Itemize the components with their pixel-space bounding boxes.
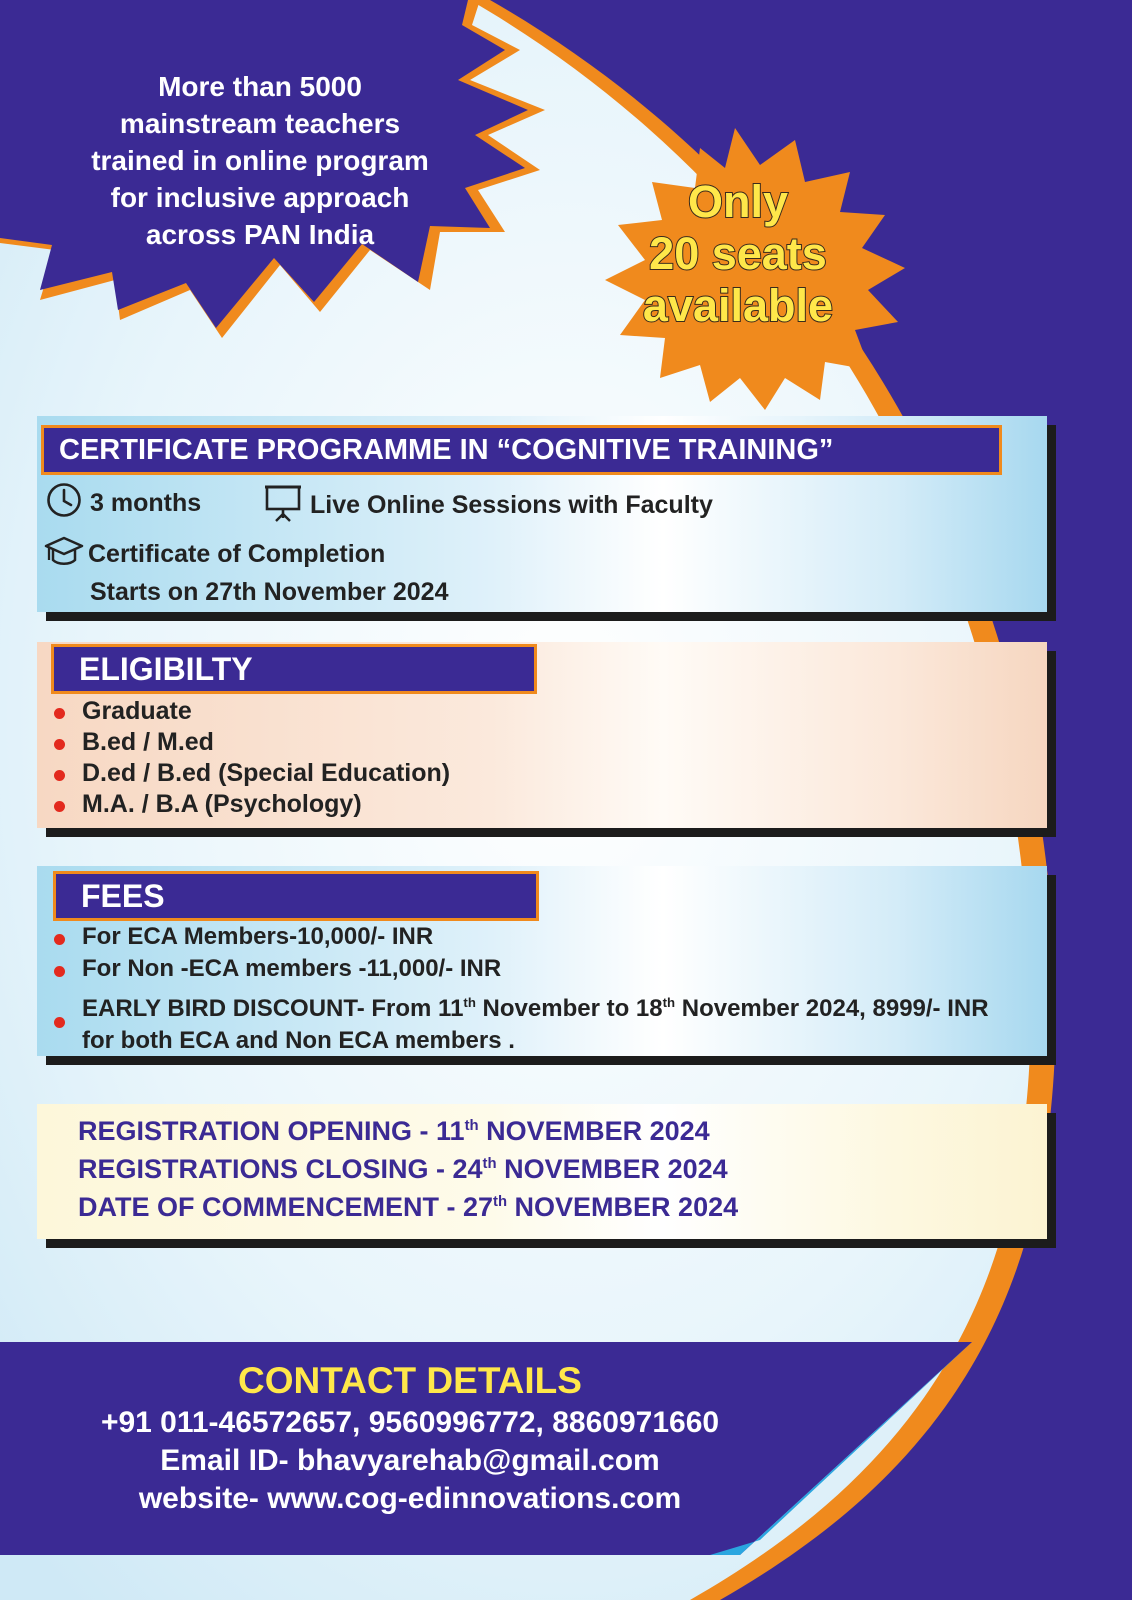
early-bird-line2: for both ECA and Non ECA members . (82, 1027, 515, 1054)
list-item: B.ed / M.ed (50, 728, 450, 759)
list-item: M.A. / B.A (Psychology) (50, 790, 450, 821)
early-bird-sup: th (662, 995, 676, 1010)
contact-details (0, 1362, 820, 1518)
date-sup: th (482, 1156, 497, 1172)
presentation-board-icon (264, 482, 302, 529)
burst-line: across PAN India (145, 219, 375, 250)
contact-email[interactable]: Email ID- bhavyarehab@gmail.com (160, 1444, 660, 1477)
contact-website[interactable]: website- www.cog-edinnovations.com (138, 1482, 682, 1515)
date-of-commencement (78, 1192, 738, 1223)
certificate-text: Certificate of Completion (88, 540, 386, 568)
burst-line: for inclusive approach (110, 182, 410, 213)
contact-phones: +91 011-46572657, 9560996772, 8860971660 (100, 1406, 720, 1439)
sessions-text: Live Online Sessions with Faculty (310, 491, 713, 519)
eligibility-list (50, 697, 450, 821)
sessions-row (264, 482, 713, 529)
contact-title: CONTACT DETAILS (238, 1360, 582, 1401)
seats-available-burst (603, 176, 873, 332)
early-bird-sup: th (463, 995, 476, 1010)
fees-title: FEES (53, 871, 539, 921)
programme-title: CERTIFICATE PROGRAMME IN “COGNITIVE TRAINING” (41, 425, 1002, 475)
registration-opening (78, 1116, 710, 1147)
graduation-cap-icon (44, 534, 84, 575)
duration-row (46, 482, 201, 525)
seats-line: available (642, 280, 834, 331)
burst-line: More than 5000 (158, 71, 362, 102)
clock-icon (46, 482, 82, 525)
date-rest: NOVEMBER 2024 (507, 1192, 739, 1222)
date-label: REGISTRATIONS CLOSING - 24 (78, 1154, 483, 1184)
fees-list (50, 923, 1040, 1057)
duration-text: 3 months (90, 489, 202, 517)
early-bird-middle: November to 18 (475, 995, 663, 1022)
seats-line: 20 seats (649, 228, 827, 279)
seats-line: Only (687, 176, 789, 227)
fee-eca: For ECA Members-10,000/- INR (50, 923, 1040, 955)
start-date-text: Starts on 27th November 2024 (90, 578, 449, 606)
burst-line: trained in online program (91, 145, 429, 176)
date-rest: NOVEMBER 2024 (496, 1154, 728, 1184)
date-label: REGISTRATION OPENING - 11 (78, 1116, 465, 1146)
date-rest: NOVEMBER 2024 (478, 1116, 710, 1146)
burst-line: mainstream teachers (119, 108, 401, 139)
date-label: DATE OF COMMENCEMENT - 27 (78, 1192, 494, 1222)
date-sup: th (493, 1194, 508, 1210)
registration-closing (78, 1154, 728, 1185)
eligibility-title: ELIGIBILTY (51, 644, 537, 694)
early-bird-prefix: EARLY BIRD DISCOUNT- From 11 (82, 995, 464, 1022)
early-bird-suffix: November 2024, 8999/- INR (675, 995, 989, 1022)
list-item: D.ed / B.ed (Special Education) (50, 759, 450, 790)
fee-non-eca: For Non -ECA members -11,000/- INR (50, 955, 1040, 987)
certificate-row (44, 534, 385, 575)
teachers-trained-burst (50, 68, 470, 253)
fee-early-bird (50, 987, 1040, 1057)
list-item: Graduate (50, 697, 450, 728)
date-sup: th (464, 1118, 479, 1134)
